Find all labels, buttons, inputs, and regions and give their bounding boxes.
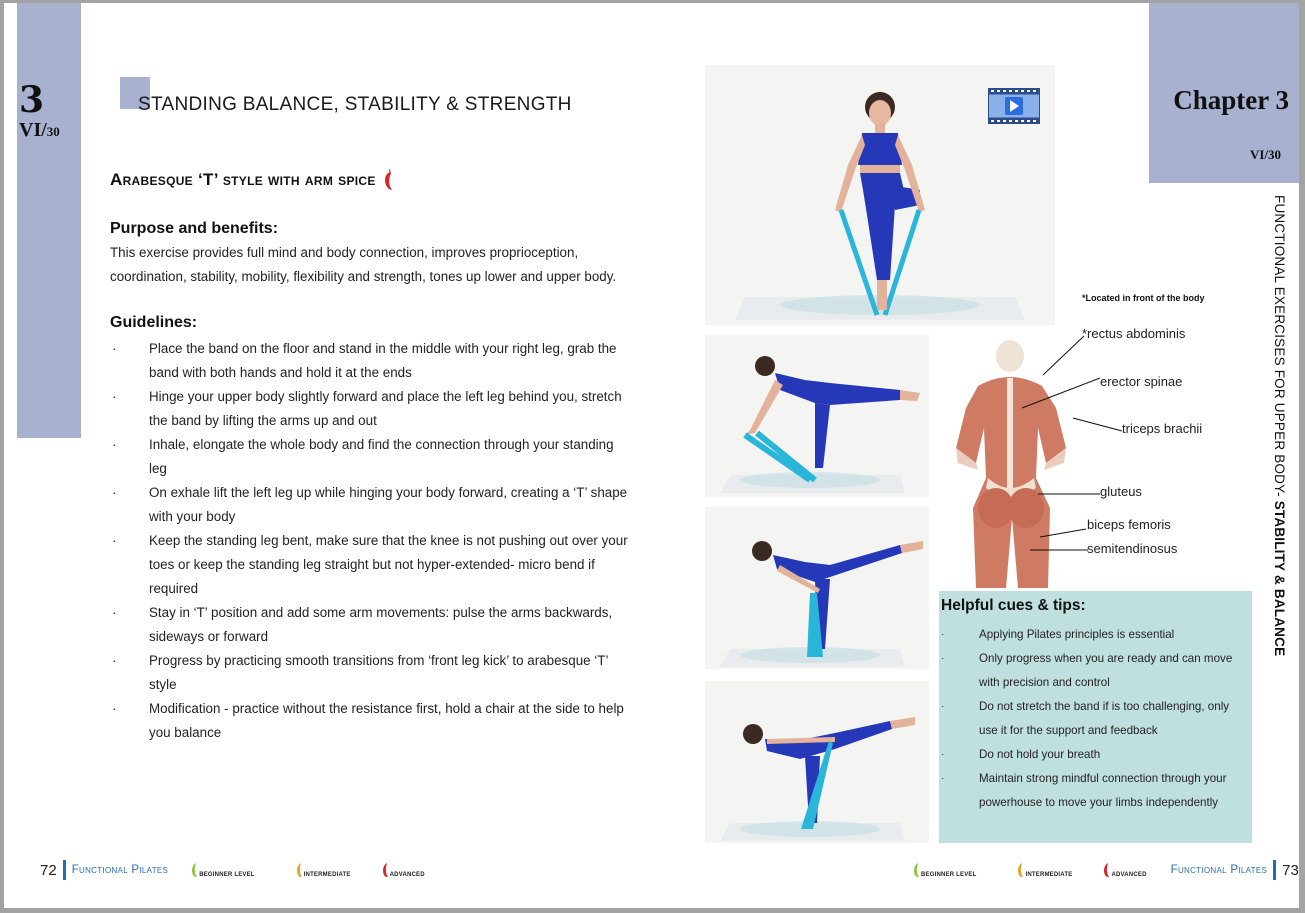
guidelines-heading: Guidelines:: [110, 314, 198, 331]
chili-red-icon: [381, 862, 389, 878]
footer-left: [40, 860, 425, 880]
purpose-text: This exercise provides full mind and body connection, improves proprioception, coordination, stability, mobility, flexibility and strength, tones up lower and upper body.: [110, 245, 617, 284]
section-title: STANDING BALANCE, STABILITY & STRENGTH: [138, 94, 572, 115]
guideline-item: · Modification - practice without the resistance first, hold a chair at the side to help you balance: [110, 697, 630, 745]
tip-item: · Maintain strong mindful connection through your powerhouse to move your limbs independently: [941, 767, 1249, 815]
guidelines-list: [110, 337, 630, 745]
guideline-item: · Keep the standing leg bent, make sure that the knee is not pushing out over your toes or keep the standing leg straight but not hyper-extended- micro bend if required: [110, 529, 630, 601]
level-advanced: ADVANCED: [1102, 862, 1146, 878]
muscle-label-triceps-brachii: triceps brachii: [1122, 421, 1203, 436]
muscle-label-biceps-femoris: biceps femoris: [1087, 517, 1171, 532]
photo-hinge-arms-down: [705, 335, 929, 497]
page-number: 72: [40, 861, 57, 879]
chapter-subnumber: VI/30: [19, 119, 60, 141]
book-spread: [4, 3, 1299, 908]
chapter-label: Chapter 3: [1173, 85, 1289, 115]
chili-yellow-icon: [295, 862, 303, 878]
footer-right: [912, 860, 1299, 880]
chapter-subnumber-right: VI/30: [1249, 147, 1281, 162]
tip-item: · Do not stretch the band if is too challenging, only use it for the support and feedback: [941, 695, 1249, 743]
tips-list: [941, 623, 1249, 815]
purpose-heading: Purpose and benefits:: [110, 220, 279, 237]
level-beginner: BEGINNER LEVEL: [190, 862, 254, 878]
chapter-tab-right: [1149, 3, 1299, 183]
muscle-label-rectus-abdominis: *rectus abdominis: [1082, 326, 1186, 341]
tip-item: · Only progress when you are ready and can move with precision and control: [941, 647, 1249, 695]
page-number: 73: [1282, 861, 1299, 879]
chili-green-icon: [190, 862, 198, 878]
tip-item: · Applying Pilates principles is essential: [941, 623, 1249, 647]
tips-heading: Helpful cues & tips:: [941, 597, 1086, 614]
guideline-item: · Stay in ‘T’ position and add some arm movements: pulse the arms backwards, sideways or forward: [110, 601, 630, 649]
chili-red-advanced-icon: [382, 168, 394, 192]
footer-divider: [63, 860, 66, 880]
chili-red-icon: [1102, 862, 1110, 878]
footer-brand: Functional Pilates: [1170, 864, 1268, 876]
photo-t-arms-back: [705, 507, 929, 669]
guideline-item: · Place the band on the floor and stand in the middle with your right leg, grab the band with both hands and hold it at the ends: [110, 337, 630, 385]
level-beginner: BEGINNER LEVEL: [912, 862, 976, 878]
guideline-item: · Progress by practicing smooth transitions from ‘front leg kick’ to arabesque ‘T’ style: [110, 649, 630, 697]
guideline-item: · Inhale, elongate the whole body and find the connection through your standing leg: [110, 433, 630, 481]
guideline-item: · Hinge your upper body slightly forward and place the left leg behind you, stretch the band by lifting the arms up and out: [110, 385, 630, 433]
chapter-tab-left: [17, 3, 81, 438]
chapter-number: 3: [19, 79, 45, 121]
chili-yellow-icon: [1016, 862, 1024, 878]
chili-green-icon: [912, 862, 920, 878]
muscle-label-gluteus: gluteus: [1100, 484, 1142, 499]
muscle-location-note: *Located in front of the body: [1082, 293, 1205, 303]
level-advanced: ADVANCED: [381, 862, 425, 878]
muscle-label-semitendinosus: semitendinosus: [1087, 541, 1178, 556]
tip-item: · Do not hold your breath: [941, 743, 1249, 767]
footer-divider: [1273, 860, 1276, 880]
level-intermediate: INTERMEDIATE: [1016, 862, 1072, 878]
photo-t-arms-pulse: [705, 681, 929, 843]
level-intermediate: INTERMEDIATE: [295, 862, 351, 878]
muscle-label-erector-spinae: erector spinae: [1100, 374, 1183, 389]
vertical-chapter-title: FUNCTIONAL EXERCISES FOR UPPER BODY- STABILITY & BALANCE: [1272, 195, 1287, 657]
tips-box: [939, 591, 1252, 843]
film-play-icon[interactable]: [988, 88, 1040, 124]
guideline-item: · On exhale lift the left leg up while hinging your body forward, creating a ‘T’ shape with your body: [110, 481, 630, 529]
exercise-title: Arabesque ‘T’ style with arm spice: [110, 168, 394, 192]
footer-brand: Functional Pilates: [71, 864, 169, 876]
